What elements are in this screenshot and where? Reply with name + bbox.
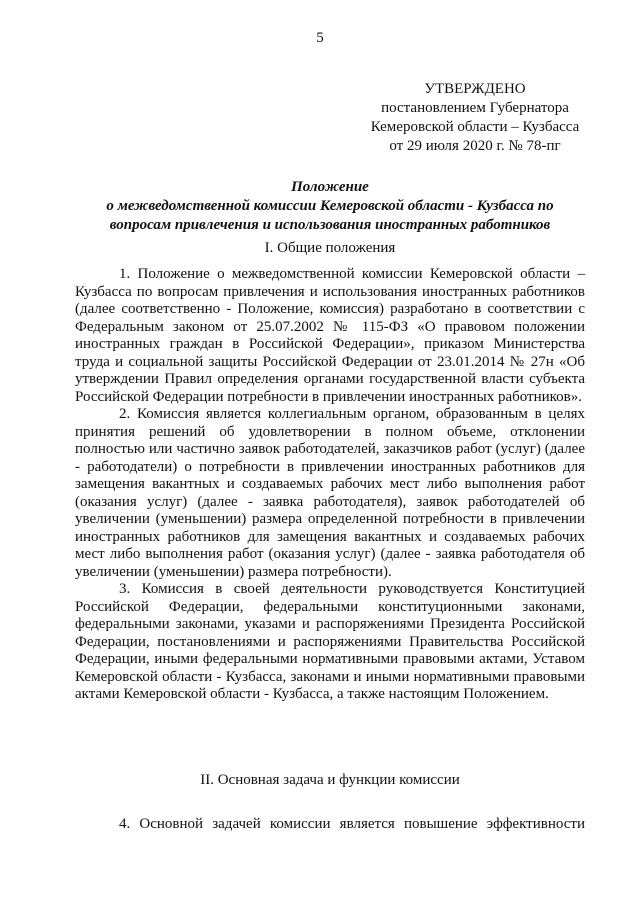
page-number: 5: [316, 30, 324, 46]
paragraph-1: 1. Положение о межведомственной комиссии Кемеровской области – Кузбасса по вопросам привлечения и использования иностранных работников (далее соответственно - Положение, комиссия) разработано в соответствии с Федеральным законом от 25.07.2002 № 115-ФЗ «О правовом положении иностранных граждан в Российской Федерации», приказом Министерства труда и социальной защиты Российской Федерации от 23.01.2014 № 27н «Об утверждении Правил определения органами государственной власти субъекта Российской Федерации потребности в привлечении иностранных работников».: [75, 266, 585, 405]
title-line: о межведомственной комиссии Кемеровской области - Кузбасса по: [106, 198, 554, 214]
paragraph-3: 3. Комиссия в своей деятельности руководствуется Конституцией Российской Федерации, федеральными конституционными законами, федеральными законами, указами и распоряжениями Президента Российской Федерации, постановлениями и распоряжениями Правительства Российской Федерации, иными федеральными нормативными правовыми актами, Уставом Кемеровской области - Кузбасса, законами и иными нормативными правовыми актами Кемеровской области - Кузбасса, а также настоящим Положением.: [75, 581, 585, 702]
title-line: вопросам привлечения и использования иностранных работников: [109, 217, 551, 233]
section-body-general: [75, 266, 585, 704]
paragraph-2: 2. Комиссия является коллегиальным органом, образованным в целях принятия решений об удовлетворении в полном объеме, отклонении полностью или частично заявок работодателей, заказчиков работ (услуг) (далее - работодатели) о потребности в привлечении иностранных работников для замещения вакантных и создаваемых рабочих мест либо выполнения работ (оказания услуг) (далее - заявка работодателя), заявок работодателей об увеличении (уменьшении) размера определенной потребности в привлечении иностранных работников для замещения вакантных и создаваемых рабочих мест либо выполнения работ (оказания услуг) (далее - заявка работодателя об увеличении (уменьшении) размера потребности).: [75, 406, 585, 580]
document-title: [75, 178, 585, 235]
section-body-functions: [75, 816, 585, 834]
section-heading-functions: II. Основная задача и функции комиссии: [200, 772, 460, 788]
approval-date-line: от 29 июля 2020 г. № 78-пг: [389, 138, 561, 154]
approval-line: Кемеровской области – Кузбасса: [370, 119, 580, 135]
paragraph-4: 4. Основной задачей комиссии является повышение эффективности: [119, 816, 585, 832]
title-line: Положение: [291, 179, 369, 195]
section-heading-general: I. Общие положения: [264, 240, 396, 256]
approval-stamp: [360, 80, 590, 156]
approval-heading: УТВЕРЖДЕНО: [424, 81, 526, 97]
approval-line: постановлением Губернатора: [381, 100, 569, 116]
